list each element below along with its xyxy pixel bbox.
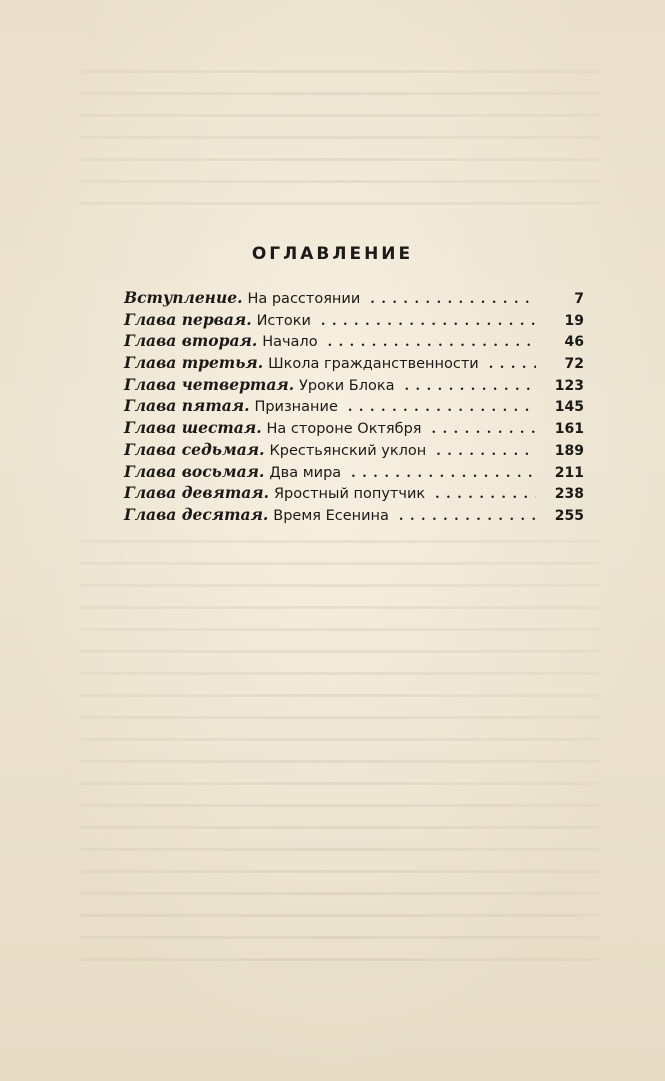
toc-page-number: 72 <box>564 356 584 373</box>
bleed-through-line <box>80 606 600 609</box>
toc-leader-dots <box>436 444 536 459</box>
toc-page-number: 161 <box>554 421 584 438</box>
table-of-contents <box>124 288 584 527</box>
toc-leader-dots <box>321 314 536 329</box>
toc-entry <box>124 331 584 353</box>
toc-leader-dots <box>348 400 536 415</box>
toc-chapter-label: Глава вторая. <box>124 331 258 351</box>
toc-chapter-name: Яростный попутчик <box>273 486 426 503</box>
toc-entry <box>124 353 584 375</box>
toc-chapter-label: Глава шестая. <box>124 418 262 438</box>
toc-chapter-name: Школа гражданственности <box>268 356 479 373</box>
toc-leader-dots <box>404 379 536 394</box>
toc-page-number: 211 <box>554 464 584 481</box>
toc-chapter-label: Глава третья. <box>124 353 264 373</box>
toc-entry <box>124 288 584 310</box>
toc-leader-dots <box>489 357 536 372</box>
toc-page-number: 189 <box>554 442 584 459</box>
toc-leader-dots <box>432 422 536 437</box>
toc-chapter-label: Глава седьмая. <box>124 439 265 459</box>
toc-entry <box>124 462 584 484</box>
bleed-through-line <box>80 650 600 653</box>
toc-chapter-name: Два мира <box>269 464 342 481</box>
toc-leader-dots <box>328 335 536 350</box>
toc-chapter-name: Уроки Блока <box>299 377 395 394</box>
toc-page-number: 19 <box>564 312 584 329</box>
toc-leader-dots <box>351 466 536 481</box>
toc-chapter-label: Глава десятая. <box>124 504 269 524</box>
toc-chapter-label: Глава четвертая. <box>124 374 295 394</box>
bleed-through-line <box>80 694 600 697</box>
toc-page-number: 7 <box>574 291 584 307</box>
toc-chapter-name: На стороне Октября <box>266 421 422 438</box>
toc-chapter-label: Глава первая. <box>124 309 252 329</box>
toc-chapter-name: Крестьянский уклон <box>269 442 427 459</box>
toc-entry <box>124 375 584 397</box>
toc-chapter-name: Признание <box>254 399 338 416</box>
toc-entry <box>124 440 584 462</box>
toc-chapter-name: Истоки <box>256 312 311 329</box>
bleed-through-line <box>80 848 600 851</box>
bleed-through-line <box>80 136 600 139</box>
bleed-through-line <box>80 936 600 939</box>
toc-chapter-label: Глава восьмая. <box>124 461 265 481</box>
bleed-through-line <box>80 804 600 807</box>
bleed-through-line <box>80 892 600 895</box>
toc-entry <box>124 418 584 440</box>
bleed-through-line <box>80 584 600 587</box>
bleed-through-line <box>80 782 600 785</box>
toc-entry <box>124 396 584 418</box>
bleed-through-line <box>80 738 600 741</box>
toc-page-number: 145 <box>554 399 584 416</box>
bleed-through-line <box>80 540 600 543</box>
bleed-through-line <box>80 870 600 873</box>
bleed-through-line <box>80 562 600 565</box>
toc-page-number: 238 <box>554 486 584 503</box>
toc-page-number: 255 <box>554 507 584 524</box>
bleed-through-line <box>80 716 600 719</box>
bleed-through-line <box>80 202 600 205</box>
toc-entry <box>124 483 584 505</box>
toc-page-number: 123 <box>554 377 584 394</box>
bleed-through-line <box>80 958 600 961</box>
toc-chapter-name: Время Есенина <box>273 507 389 524</box>
toc-leader-dots <box>370 292 536 307</box>
bleed-through-line <box>80 628 600 631</box>
bleed-through-line <box>80 672 600 675</box>
bleed-through-line <box>80 760 600 763</box>
toc-chapter-label: Глава пятая. <box>124 396 250 416</box>
bleed-through-line <box>80 180 600 183</box>
toc-entry <box>124 505 584 527</box>
toc-leader-dots <box>435 487 536 502</box>
bleed-through-line <box>80 114 600 117</box>
bleed-through-line <box>80 92 600 95</box>
bleed-through-line <box>80 826 600 829</box>
toc-entry <box>124 310 584 332</box>
toc-chapter-name: На расстоянии <box>247 291 361 307</box>
toc-page-number: 46 <box>564 334 584 351</box>
toc-title: ОГЛАВЛЕНИЕ <box>251 244 414 264</box>
bleed-through-line <box>80 158 600 161</box>
bleed-through-line <box>80 914 600 917</box>
toc-chapter-name: Начало <box>262 334 318 351</box>
bleed-through-line <box>80 70 600 73</box>
toc-chapter-label: Глава девятая. <box>124 483 270 503</box>
toc-leader-dots <box>399 509 536 524</box>
toc-chapter-label: Вступление. <box>124 288 243 307</box>
